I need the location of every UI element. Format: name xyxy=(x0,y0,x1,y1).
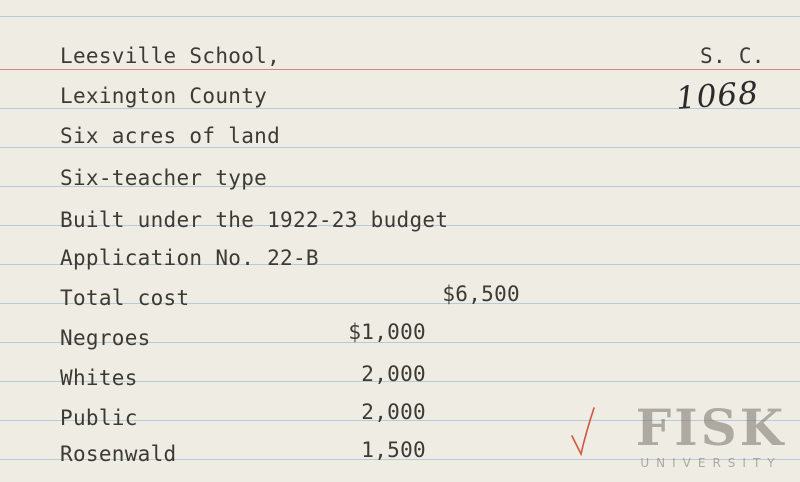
contribution-value: $1,000 xyxy=(348,320,426,344)
state-abbrev: S. C. xyxy=(700,44,765,68)
contribution-value: 1,500 xyxy=(361,438,426,462)
total-cost-label: Total cost xyxy=(60,286,190,310)
contribution-value: 2,000 xyxy=(361,362,426,386)
county: Lexington County xyxy=(60,84,268,108)
header-red-rule xyxy=(0,69,800,70)
contribution-label: Rosenwald xyxy=(60,442,177,466)
contribution-label: Public xyxy=(60,406,138,430)
school-type: Six-teacher type xyxy=(60,166,268,190)
watermark-name: FISK xyxy=(635,398,787,457)
land-acreage: Six acres of land xyxy=(60,124,281,148)
fisk-university-watermark xyxy=(626,398,796,482)
watermark-subtitle: UNIVERSITY xyxy=(640,456,782,470)
total-cost-value: $6,500 xyxy=(442,282,520,306)
application-number: Application No. 22-B xyxy=(60,246,319,270)
red-checkmark-icon xyxy=(568,402,608,462)
contribution-value: 2,000 xyxy=(361,400,426,424)
contribution-label: Whites xyxy=(60,366,138,390)
budget-year: Built under the 1922-23 budget xyxy=(60,208,449,232)
contribution-label: Negroes xyxy=(60,326,151,350)
school-name: Leesville School, xyxy=(60,44,281,68)
handwritten-card-number: 1068 xyxy=(674,75,761,117)
